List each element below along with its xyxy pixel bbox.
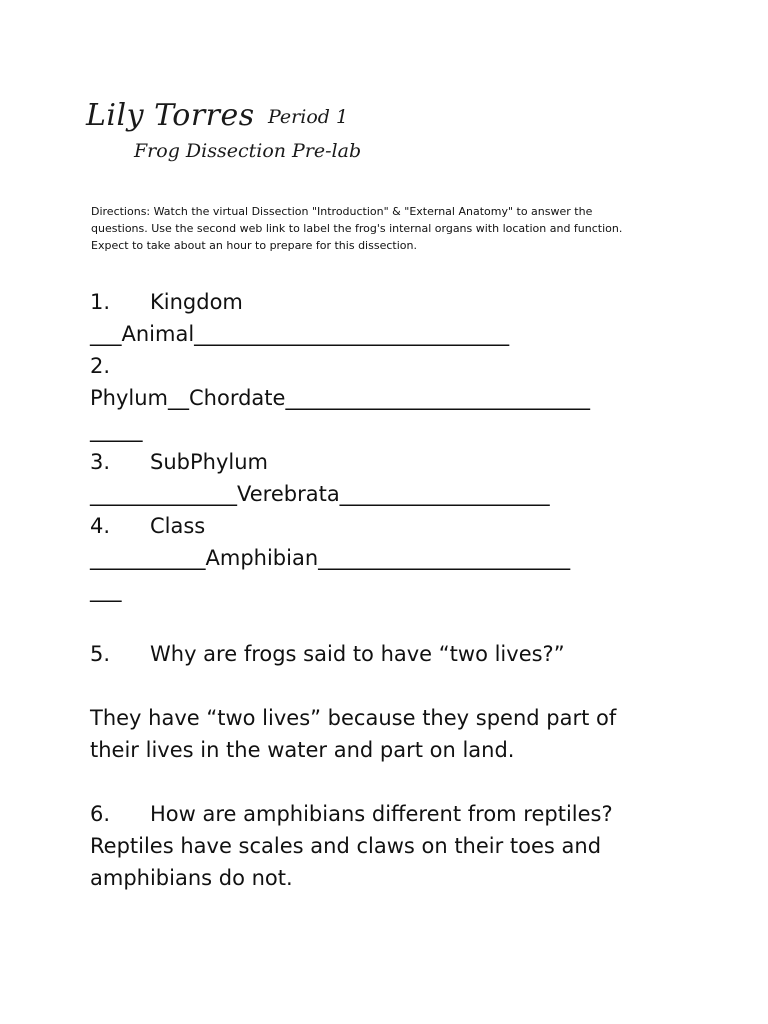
question-number: 5. xyxy=(90,642,111,666)
question-1 xyxy=(90,286,243,318)
question-number: 2. xyxy=(90,354,111,378)
answer-line-4-wrap: ___ xyxy=(90,578,122,602)
answer-line-1: ___Animal______________________________ xyxy=(90,322,510,346)
answer-line-2: Phylum__Chordate_____________________________ xyxy=(90,386,590,410)
answer-5: They have “two lives” because they spend part of their lives in the water and part on land. xyxy=(90,706,617,762)
worksheet-title: Frog Dissection Pre-lab xyxy=(134,140,362,162)
class-period: Period 1 xyxy=(268,106,349,128)
question-4 xyxy=(90,510,205,542)
student-name: Lily Torres xyxy=(86,98,255,133)
question-5 xyxy=(90,638,565,670)
directions-text: Directions: Watch the virtual Dissection "Introduction" & "External Anatomy" to answer the questions. Use the second web link to label the frog's internal organs with location and function. Expect to take about an hour to prepare for this dissection. xyxy=(91,205,623,252)
question-3 xyxy=(90,446,268,478)
question-number: 3. xyxy=(90,450,111,474)
question-2 xyxy=(90,350,150,382)
question-number: 4. xyxy=(90,514,111,538)
answer-line-2-wrap: _____ xyxy=(90,418,143,442)
question-label: Kingdom xyxy=(150,290,243,314)
question-text: How are amphibians different from reptiles? xyxy=(150,802,613,826)
question-number: 6. xyxy=(90,802,111,826)
question-label: SubPhylum xyxy=(150,450,268,474)
answer-line-3: ______________Verebrata____________________ xyxy=(90,482,550,506)
answer-line-4: ___________Amphibian________________________ xyxy=(90,546,571,570)
question-number: 1. xyxy=(90,290,111,314)
question-label: Class xyxy=(150,514,206,538)
question-text: Why are frogs said to have “two lives?” xyxy=(150,642,565,666)
question-6 xyxy=(90,798,613,830)
answer-6: Reptiles have scales and claws on their toes and amphibians do not. xyxy=(90,834,602,890)
